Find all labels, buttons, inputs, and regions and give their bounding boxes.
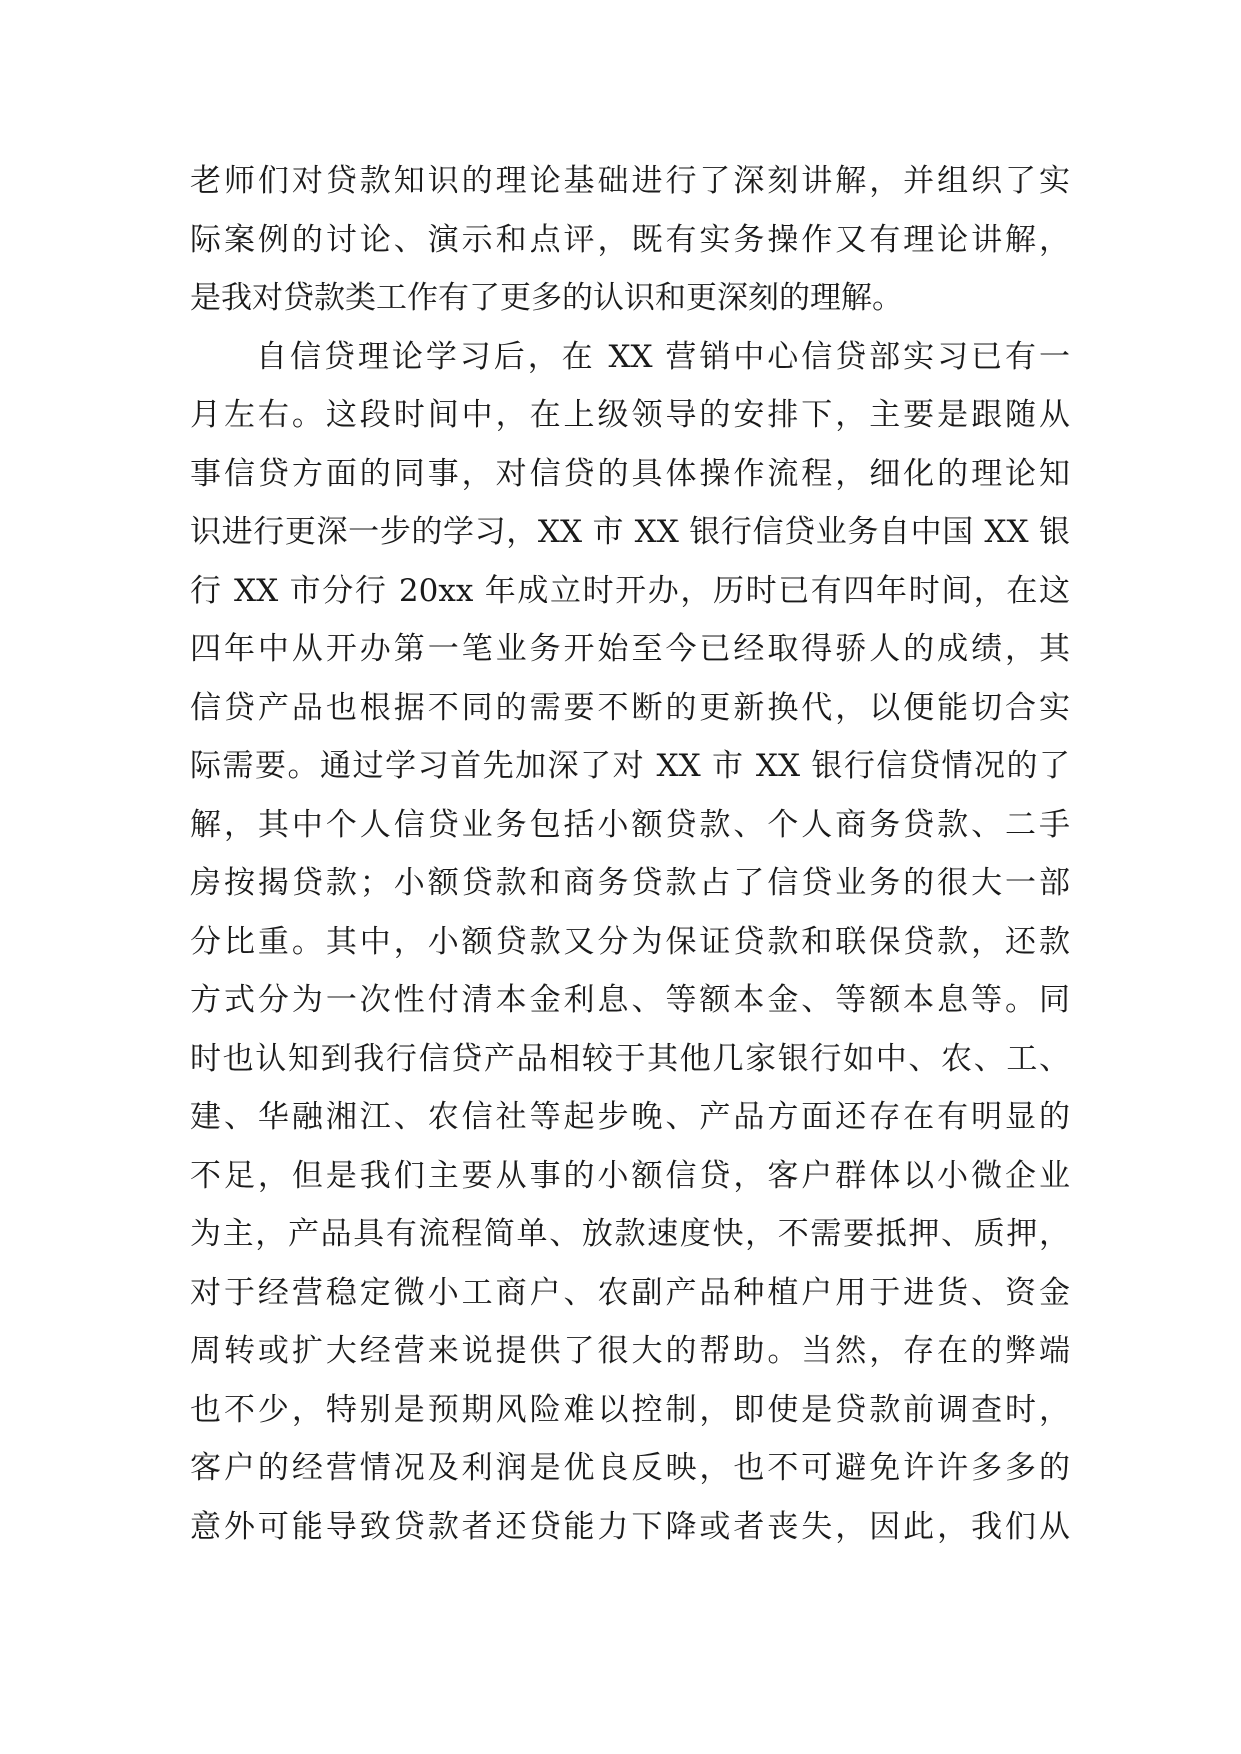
text-line: 为主，产品具有流程简单、放款速度快，不需要抵押、质押，	[190, 1216, 1070, 1252]
text-line: 际案例的讨论、演示和点评，既有实务操作又有理论讲解，	[190, 221, 1070, 258]
text-line: 解，其中个人信贷业务包括小额贷款、个人商务贷款、二手	[190, 806, 1070, 843]
text-line: 时也认知到我行信贷产品相较于其他几家银行如中、农、工、	[190, 1040, 1070, 1077]
text-line: 月左右。这段时间中，在上级领导的安排下，主要是跟随从	[190, 397, 1070, 433]
text-line: 方式分为一次性付清本金利息、等额本金、等额本息等。同	[190, 982, 1070, 1018]
paragraph-1	[190, 152, 1070, 328]
text-line: 行 XX 市分行 20xx 年成立时开办，历时已有四年时间，在这	[190, 572, 1070, 609]
paragraph-2	[190, 328, 1070, 1557]
text-line: 是我对贷款类工作有了更多的认识和更深刻的理解。	[190, 280, 903, 316]
text-line: 事信贷方面的同事，对信贷的具体操作流程，细化的理论知	[190, 455, 1070, 492]
text-line: 也不少，特别是预期风险难以控制，即使是贷款前调查时，	[190, 1391, 1070, 1428]
text-line: 四年中从开办第一笔业务开始至今已经取得骄人的成绩，其	[190, 631, 1070, 667]
text-line: 对于经营稳定微小工商户、农副产品种植户用于进货、资金	[190, 1274, 1070, 1311]
text-line: 识进行更深一步的学习，XX 市 XX 银行信贷业务自中国 XX 银	[190, 514, 1070, 550]
text-line: 自信贷理论学习后，在 XX 营销中心信贷部实习已有一	[256, 338, 1070, 375]
text-line: 际需要。通过学习首先加深了对 XX 市 XX 银行信贷情况的了	[190, 748, 1070, 784]
document-body	[190, 152, 1070, 1556]
text-line: 意外可能导致贷款者还贷能力下降或者丧失，因此，我们从	[190, 1508, 1070, 1545]
text-line: 信贷产品也根据不同的需要不断的更新换代，以便能切合实	[190, 689, 1070, 726]
text-line: 分比重。其中，小额贷款又分为保证贷款和联保贷款，还款	[190, 923, 1070, 960]
text-line: 房按揭贷款；小额贷款和商务贷款占了信贷业务的很大一部	[190, 865, 1070, 901]
text-line: 建、华融湘江、农信社等起步晚、产品方面还存在有明显的	[190, 1099, 1070, 1135]
text-line: 老师们对贷款知识的理论基础进行了深刻讲解，并组织了实	[190, 163, 1070, 199]
text-line: 不足，但是我们主要从事的小额信贷，客户群体以小微企业	[190, 1157, 1070, 1194]
text-line: 客户的经营情况及利润是优良反映，也不可避免许许多多的	[190, 1450, 1070, 1486]
text-line: 周转或扩大经营来说提供了很大的帮助。当然，存在的弊端	[190, 1333, 1070, 1369]
